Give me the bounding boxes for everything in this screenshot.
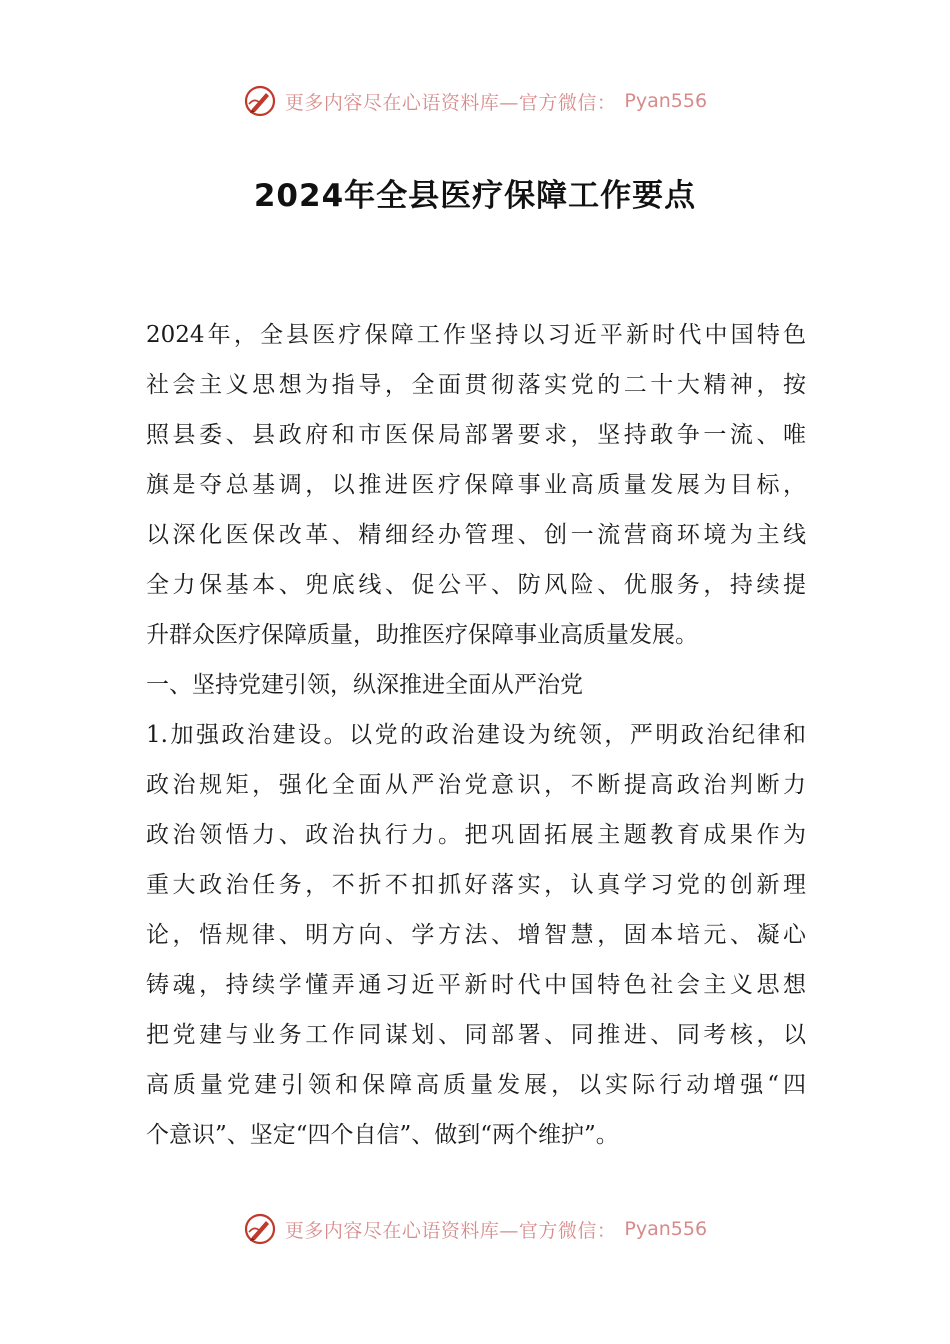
footer-watermark — [0, 1212, 950, 1246]
body-line: 全力保基本、兜底线、促公平、防风险、优服务，持续提 — [146, 572, 806, 598]
document-title: 2024年全县医疗保障工作要点 — [253, 178, 697, 214]
body-line: 社会主义思想为指导，全面贯彻落实党的二十大精神，按 — [146, 372, 806, 398]
watermark-text: 更多内容尽在心语资料库—官方微信： — [284, 91, 617, 114]
body-line: 把党建与业务工作同谋划、同部署、同推进、同考核，以 — [146, 1022, 806, 1048]
watermark-handle: Pyan556 — [624, 1218, 708, 1240]
body-line: 铸魂，持续学懂弄通习近平新时代中国特色社会主义思想 — [146, 972, 806, 998]
body-line: 旗是夺总基调，以推进医疗保障事业高质量发展为目标， — [146, 472, 806, 498]
body-line: 1.加强政治建设。以党的政治建设为统领，严明政治纪律和 — [146, 722, 806, 748]
body-line: 升群众医疗保障质量，助推医疗保障事业高质量发展。 — [146, 622, 698, 648]
pen-logo-icon — [243, 1212, 277, 1246]
watermark-text: 更多内容尽在心语资料库—官方微信： — [284, 1219, 617, 1242]
body-line: 政治规矩，强化全面从严治党意识，不断提高政治判断力 — [146, 772, 806, 798]
body-line: 高质量党建引领和保障高质量发展，以实际行动增强“四 — [146, 1072, 806, 1098]
body-line: 重大政治任务，不折不扣抓好落实，认真学习党的创新理 — [146, 872, 806, 898]
body-line: 论，悟规律、明方向、学方法、增智慧，固本培元、凝心 — [146, 922, 806, 948]
body-line: 个意识”、坚定“四个自信”、做到“两个维护”。 — [146, 1122, 619, 1148]
pen-logo-icon — [243, 84, 277, 118]
header-watermark — [0, 84, 950, 118]
body-line: 政治领悟力、政治执行力。把巩固拓展主题教育成果作为 — [146, 822, 806, 848]
section-heading: 一、坚持党建引领，纵深推进全面从严治党 — [146, 672, 583, 698]
watermark-handle: Pyan556 — [624, 90, 708, 112]
body-line: 照县委、县政府和市医保局部署要求，坚持敢争一流、唯 — [146, 422, 806, 448]
body-line: 以深化医保改革、精细经办管理、创一流营商环境为主线 — [146, 522, 806, 548]
body-line: 2024年，全县医疗保障工作坚持以习近平新时代中国特色 — [146, 322, 806, 348]
document-body — [146, 310, 806, 1160]
